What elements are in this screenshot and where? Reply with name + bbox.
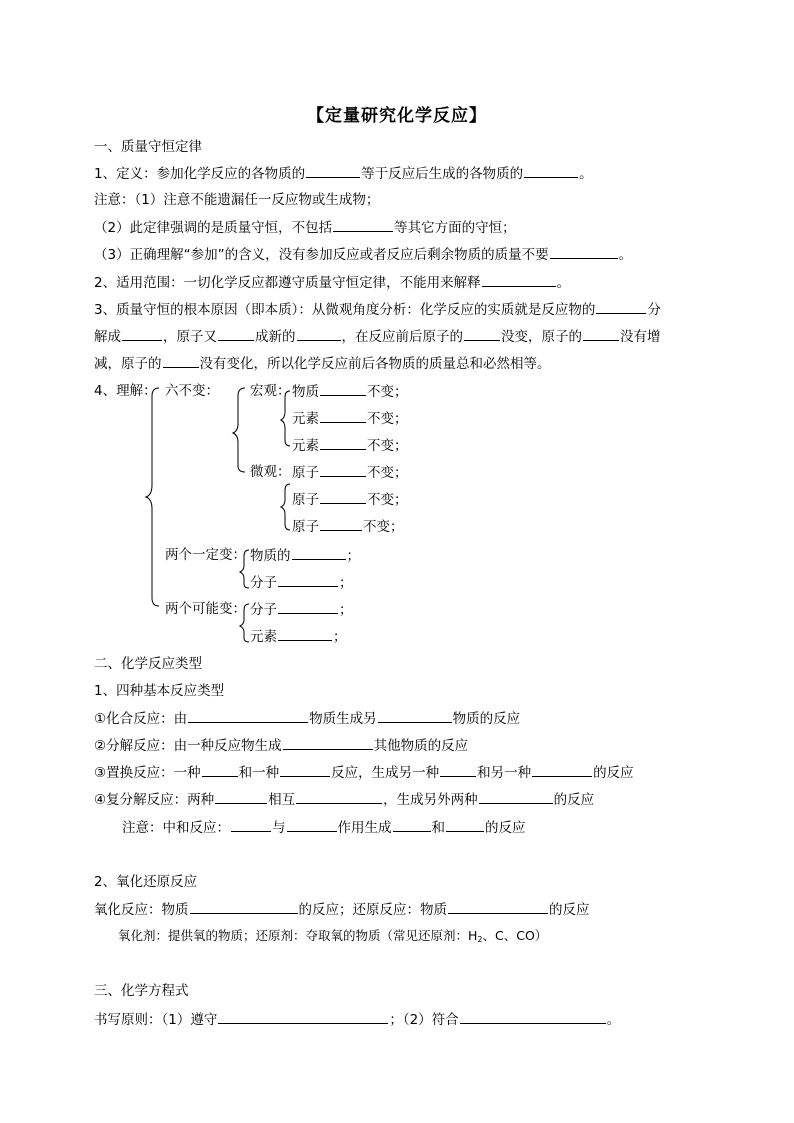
fill-blank[interactable] (479, 790, 553, 804)
fill-blank[interactable] (440, 763, 476, 777)
text-a: 书写原则：（1）遵守 (94, 1012, 218, 1028)
unchanged-text: 不变； (367, 438, 408, 454)
brace-micro (281, 484, 290, 530)
semicolon: ； (346, 548, 360, 564)
root3-text-a: 减，原子的 (94, 356, 162, 372)
unchanged-text: 不变； (367, 411, 408, 427)
brace-may-change (240, 604, 249, 642)
note-2-text-b: 等其它方面的守恒； (394, 220, 516, 236)
section-2-heading: 二、化学反应类型 (94, 656, 202, 672)
understanding-label: 4、理解： (94, 383, 157, 399)
fill-blank[interactable] (218, 1010, 388, 1024)
fill-blank[interactable] (532, 763, 592, 777)
writing-principles (94, 1010, 620, 1029)
text-c: 。 (606, 1012, 621, 1028)
item-text: 分子 (250, 602, 277, 618)
root2-text-b: ，原子又 (163, 329, 217, 345)
text-a: ③置换反应：一种 (94, 765, 201, 781)
text-c: 物质的反应 (452, 711, 521, 727)
micro-label: 微观： (250, 464, 291, 480)
fill-blank[interactable] (296, 790, 382, 804)
unchanged-text: 不变； (367, 492, 408, 508)
text-e: 的反应 (593, 765, 634, 781)
text-b: 、C、CO） (482, 928, 548, 943)
reaction-displacement (94, 763, 634, 782)
section-3-heading: 三、化学方程式 (94, 983, 189, 999)
neutralization-note (122, 818, 526, 837)
macro-label: 宏观： (250, 383, 291, 399)
text-a: ①化合反应：由 (94, 711, 188, 727)
section-1-heading: 一、质量守恒定律 (94, 139, 202, 155)
text-d: 和 (431, 820, 445, 836)
item-text: 原子 (292, 492, 319, 508)
reaction-double-decomposition (94, 790, 594, 809)
item-text: 元素 (292, 438, 319, 454)
text-c: 的反应 (549, 902, 590, 918)
note-2-text-a: （2）此定律强调的是质量守恒，不包括 (94, 220, 333, 236)
unchanged-text: 不变； (363, 519, 404, 535)
six-unchanged-label: 六不变： (165, 383, 219, 399)
text-e: 的反应 (485, 820, 526, 836)
text-a: 注意：中和反应： (122, 820, 230, 836)
text-a: ④复分解反应：两种 (94, 792, 215, 808)
fill-blank[interactable] (188, 709, 308, 723)
item-text: 原子 (292, 519, 319, 535)
fill-blank[interactable] (280, 763, 330, 777)
text-d: 的反应 (553, 792, 595, 808)
fill-blank[interactable] (190, 900, 298, 914)
reaction-combination (94, 709, 520, 728)
fill-blank[interactable] (448, 900, 548, 914)
root2-text-d: ，在反应前后原子的 (341, 329, 463, 345)
redox-line (94, 900, 590, 919)
root-text-b: 分 (647, 302, 661, 318)
fill-blank[interactable] (202, 763, 238, 777)
item-text: 物质的 (250, 548, 291, 564)
item-text: 物质 (292, 384, 319, 400)
unchanged-text: 不变； (367, 465, 408, 481)
semicolon: ； (339, 575, 353, 591)
fill-blank[interactable] (378, 709, 452, 723)
text-c: ，生成另外两种 (383, 792, 478, 808)
root2-text-e: 没变，原子的 (501, 329, 582, 345)
text-b: 物质生成另 (309, 711, 377, 727)
fill-blank[interactable] (283, 736, 373, 750)
text-d: 和另一种 (477, 765, 532, 781)
text-b: 相互 (268, 792, 296, 808)
note-3-text-a: （3）正确理解“参加”的含义，没有参加反应或者反应后剩余物质的质量不要 (94, 247, 549, 263)
text-c: 作用生成 (337, 820, 392, 836)
subscript: 2 (477, 935, 483, 944)
root2-text-a: 解成 (94, 329, 121, 345)
fill-blank[interactable] (287, 818, 337, 832)
fill-blank[interactable] (446, 818, 484, 832)
definition-text-a: 1、定义：参加化学反应的各物质的 (94, 166, 306, 182)
page-title: 【定量研究化学反应】 (307, 106, 487, 126)
text-c: 反应，生成另一种 (331, 765, 440, 781)
two-may-change-label: 两个可能变： (165, 601, 246, 617)
text-b: 与 (272, 820, 286, 836)
item-text: 分子 (250, 575, 277, 591)
scope-text-a: 2、适用范围：一切化学反应都遵守质量守恒定律，不能用来解释 (94, 275, 481, 291)
text-b: ；（2）符合 (389, 1012, 459, 1028)
brace-six-unchanged (233, 388, 245, 472)
fill-blank[interactable] (215, 790, 267, 804)
text-b: 和一种 (238, 765, 280, 781)
note-3-text-b: 。 (618, 247, 633, 263)
root2-text-f: 没有增 (620, 329, 661, 345)
subsection-redox: 2、氧化还原反应 (94, 874, 198, 890)
brace-must-change (240, 550, 249, 588)
root3-text-b: 没有变化，所以化学反应前后各物质的质量总和必然相等。 (199, 356, 551, 372)
text-a: 氧化剂：提供氧的物质；还原剂：夺取氧的物质（常见还原剂：H (118, 928, 478, 943)
item-text: 元素 (250, 629, 277, 645)
two-must-change-label: 两个一定变： (165, 547, 246, 563)
text-b: 其他物质的反应 (373, 738, 469, 754)
definition-text-b: 等于反应后生成的各物质的 (361, 166, 524, 182)
text-a: ②分解反应：由一种反应物生成 (94, 738, 282, 754)
brace-macro (281, 391, 290, 446)
text-b: 的反应；还原反应：物质 (298, 902, 447, 918)
root-text-a: 3、质量守恒的根本原因（即本质）：从微观角度分析：化学反应的实质就是反应物的 (94, 302, 596, 318)
item-text: 原子 (292, 465, 319, 481)
text-a: 氧化反应：物质 (94, 902, 189, 918)
fill-blank[interactable] (393, 818, 431, 832)
semicolon: ； (333, 629, 347, 645)
agents-line (118, 927, 547, 949)
subsection-basic-types: 1、四种基本反应类型 (94, 683, 225, 699)
semicolon: ； (339, 602, 353, 618)
fill-blank[interactable] (460, 1010, 606, 1024)
item-text: 元素 (292, 411, 319, 427)
unchanged-text: 不变； (367, 384, 408, 400)
definition-text-c: 。 (579, 166, 593, 182)
root2-text-c: 成新的 (255, 329, 296, 345)
fill-blank[interactable] (231, 818, 271, 832)
note-1: 注意：（1）注意不能遗漏任一反应物或生成物； (94, 192, 380, 208)
scope-text-b: 。 (556, 275, 571, 291)
brace-main (146, 388, 159, 606)
reaction-decomposition (94, 736, 468, 755)
